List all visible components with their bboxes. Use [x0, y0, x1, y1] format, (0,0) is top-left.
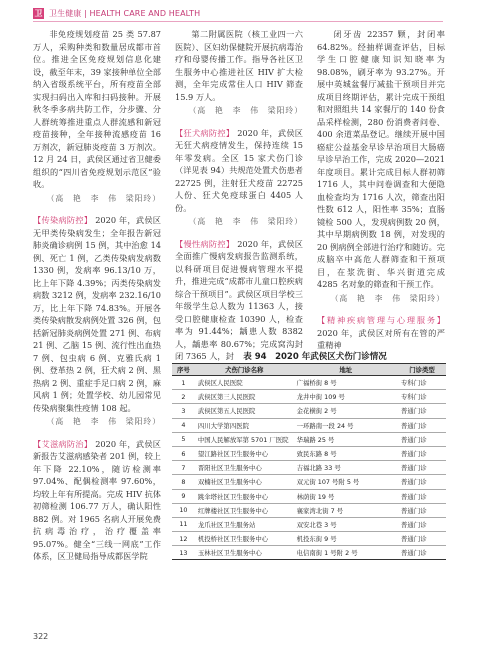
table-cell-type: 普通门诊: [398, 432, 446, 446]
paragraph: 闭牙齿 22357 颗，封闭率 64.82%。经抽样调查评估，目标学生口腔健康知识知晓率为 98.08%，刷牙率为 93.27%。开展中英城盆餐厅减盐干预项目并完成项目终期评估，累计完成干预组和对照组共 14 家餐厅的 140 份食品采样检测，280 份消费者问卷、400 余道菜品登记。继续开展中国癌症公益基金早诊早治项目大肠癌早诊早治工作，完成 2020—2021 年度项目。累计完成目标人群初筛 1716 人，其中问卷调查和大便隐血检查均为 1716 人次，筛查出阳性数 612 人，阳性率 35%；直肠镜检 500 人，发现病例数 20 例，其中早期病例数 18 例，对发现的 20 例病例全部进行治疗和随访。完成脑卒中高危人群筛查和干预项目，在浆洗街、华兴街道完成 4285 名对象的筛查和干预工作。: [317, 29, 445, 289]
table-title: 表 94 2020 年武侯区犬伤门诊情况: [243, 352, 387, 362]
table-cell-index: 5: [172, 432, 195, 446]
table-cell-name: 玉林社区卫生服务中心: [195, 546, 294, 560]
table-row: [172, 376, 446, 390]
table-cell-index: 12: [172, 532, 195, 546]
table-cell-address: 双元街 107 号附 5 号: [294, 475, 398, 489]
table-cell-type: 普通门诊: [398, 532, 446, 546]
column-header: 犬伤门诊名称: [195, 364, 294, 376]
table-cell-index: 13: [172, 546, 195, 560]
table-cell-name: 武侯区第三人民医院: [195, 390, 294, 404]
table-cell-name: 机投桥社区卫生服务中心: [195, 532, 294, 546]
paragraph-mental: [317, 314, 445, 352]
table-cell-index: 2: [172, 390, 195, 404]
column-2: [175, 28, 303, 363]
column-1: [33, 28, 161, 563]
table-cell-index: 3: [172, 404, 195, 418]
page-number: 322: [33, 632, 49, 641]
table-cell-type: 普通门诊: [398, 546, 446, 560]
table-cell-address: 双安北巷 3 号: [294, 517, 398, 531]
paragraph-text: 2020 年，武侯区对所有在管的严重精神: [317, 327, 445, 350]
table-row: [172, 418, 446, 432]
table-cell-address: 林荫街 19 号: [294, 489, 398, 503]
table-row: [172, 489, 446, 503]
table-cell-index: 7: [172, 461, 195, 475]
header-rule: [33, 21, 443, 22]
table-cell-type: 普通门诊: [398, 418, 446, 432]
section-tag: 【精神疾病管理与心理服务】: [317, 315, 445, 325]
table-cell-name: 武侯区人民医院: [195, 376, 294, 390]
table-row: [172, 503, 446, 517]
table-row: [172, 546, 446, 560]
table-cell-address: 金花横街 2 号: [294, 404, 398, 418]
table-cell-name: 四川大学第四医院: [195, 418, 294, 432]
author-line: （高 艳 李 伟 梁阳玲）: [330, 293, 445, 303]
table-cell-index: 9: [172, 489, 195, 503]
table-cell-type: 普通门诊: [398, 475, 446, 489]
table-cell-name: 跳伞塔社区卫生服务中心: [195, 489, 294, 503]
section-tag: 【传染病防控】: [33, 215, 93, 225]
table-row: [172, 446, 446, 460]
table-cell-type: 普通门诊: [398, 489, 446, 503]
table-cell-index: 11: [172, 517, 195, 531]
author-line: （高 艳 李 伟 梁阳玲）: [46, 193, 161, 203]
paragraph-rabies: [175, 127, 303, 215]
table-cell-address: 机投东街 9 号: [294, 532, 398, 546]
table-cell-index: 8: [172, 475, 195, 489]
table-row: [172, 404, 446, 418]
table-cell-name: 龙爪社区卫生服务站: [195, 517, 294, 531]
table-cell-address: 电信南街 1 号附 2 号: [294, 546, 398, 560]
paragraph-text: 2020 年，武侯区无甲类传染病发生；全年报告新冠肺炎确诊病例 15 例，其中治愈 14 例、死亡 1 例，乙类传染病发病数 1330 例，发病率 96.13/10 万，比上年下降 4.39%；丙类传染病发病数 3212 例，发病率 232.16/10 万，比上年下降 74.83%。开展各类传染病散发病例处置 326 例，包括新冠肺炎病例处置 271 例、布病 21 例、乙脑 15 例、流行性出血热 7 例、包虫病 6 例、克雅氏病 1 例、登革热 2 例，狂犬病 2 例、黑热病 2 例、重症手足口病 2 例，麻风病 1 例；处置学校、幼儿园常见传染病聚集性疫情 108 起。: [33, 215, 161, 413]
table-row: [172, 432, 446, 446]
table-cell-type: 普通门诊: [398, 446, 446, 460]
table-cell-type: 普通门诊: [398, 503, 446, 517]
table-cell-index: 4: [172, 418, 195, 432]
paragraph-chronic: [175, 238, 303, 363]
table-cell-type: 专科门诊: [398, 390, 446, 404]
column-header: 地址: [294, 364, 398, 376]
table-cell-index: 10: [172, 503, 195, 517]
table-cell-address: 华瑞路 25 号: [294, 432, 398, 446]
author-line: （高 艳 李 伟 梁阳玲）: [188, 106, 303, 115]
author-line: （高 艳 李 伟 梁阳玲）: [46, 417, 161, 426]
paragraph-text: 2020 年，武侯区新报告艾滋病感染者 201 例，较上年下降 22.10%，随访检测率 97.04%、配偶检测率 97.60%，均较上年有所提高。完成 HIV 抗体初筛检测 106.77 万人，确认阳性 882 例。对 1965 名病人开展免费抗病毒治疗，治疗覆盖率 95.07%。健全“三线一网底”工作体系，区卫健局指导成都医学院: [33, 438, 161, 561]
paragraph: 第二附属医院（核工业四一六医院）、区妇幼保健院开展抗病毒治疗和母婴传播工作。指导各社区卫生服务中心推进社区 HIV 扩大检测，全年完成常住人口 HIV 筛查 15.9 万人。: [175, 29, 303, 102]
table-cell-address: 襄家湾北街 7 号: [294, 503, 398, 517]
column-header: 序号: [172, 364, 195, 376]
section-tag: 【艾滋病防治】: [33, 438, 93, 449]
author-line: （高 艳 李 伟 梁阳玲）: [188, 217, 303, 226]
table-cell-name: 红牌楼社区卫生服务中心: [195, 503, 294, 517]
table-cell-name: 武侯区第五人民医院: [195, 404, 294, 418]
table-cell-address: 吉福北路 33 号: [294, 461, 398, 475]
table-row: [172, 517, 446, 531]
running-header: 卫生健康 | HEALTH CARE AND HEALTH: [49, 9, 201, 18]
table-row: [172, 475, 446, 489]
paragraph-infectious: [33, 214, 161, 414]
table-cell-name: 双楠社区卫生服务中心: [195, 475, 294, 489]
paragraph: 非免疫规划疫苗 25 类 57.87 万人，采购种类和数量居成都市首位。推进全区免疫规划信息化建设，截至年末，39 家接种单位全部纳入省级系统平台，所有疫苗全部实现扫码出入库和扫码接种。开展秋冬季多病共防工作，分步骤、分人群统筹推进重点人群流感和新冠疫苗接种，全年接种流感疫苗 16 万剂次，新冠肺炎疫苗 3 万剂次。12 月 24 日，武侯区通过省卫健委组织的“四川省免疫规划示范区”验收。: [33, 29, 161, 189]
table-row: [172, 532, 446, 546]
section-logo-icon: 卫: [34, 9, 43, 18]
column-3: [317, 28, 445, 352]
table-cell-type: 普通门诊: [398, 404, 446, 418]
table-body: [172, 376, 446, 560]
table-cell-address: 广福桥街 8 号: [294, 376, 398, 390]
table-cell-name: 望江路社区卫生服务中心: [195, 446, 294, 460]
table-cell-address: 一环路南一段 24 号: [294, 418, 398, 432]
table-row: [172, 461, 446, 475]
rabies-clinic-table: [172, 363, 446, 560]
table-cell-type: 专科门诊: [398, 376, 446, 390]
section-tag: 【慢性病防控】: [175, 238, 235, 249]
paragraph-text: 2020 年，武侯区无狂犬病疫情发生，保持连续 15 年零发病。全区 15 家犬伤门诊（详见表 94）共规范处置犬伤患者 22725 例，注射狂犬疫苗 22725 人份、狂犬免疫球蛋白 4405 人份。: [175, 127, 303, 213]
table-cell-address: 龙井中街 109 号: [294, 390, 398, 404]
paragraph-aids: [33, 438, 161, 563]
table-row: [172, 390, 446, 404]
table-cell-address: 致民东路 8 号: [294, 446, 398, 460]
paragraph-text: 2020 年，武侯区全面推广慢病发病报告监测系统，以科研项目促进慢病管理水平提升，推进完成“成都市儿童口腔疾病综合干预项目”。武侯区项目学校三年级学生总人数为 11363 人，接受口腔健康检查 10390 人，检查率为 91.44%；龋患人数 8382 人，龋患率 80.67%；完成窝沟封闭 7365 人，封: [175, 238, 303, 361]
column-header: 门诊类型: [398, 364, 446, 376]
table-cell-name: 晋阳社区卫生服务中心: [195, 461, 294, 475]
table-cell-type: 普通门诊: [398, 517, 446, 531]
table-cell-type: 普通门诊: [398, 461, 446, 475]
section-tag: 【狂犬病防控】: [175, 127, 235, 138]
table-cell-index: 1: [172, 376, 195, 390]
table-header-row: [172, 364, 446, 376]
table-cell-name: 中国人民解放军第 5701 厂医院: [195, 432, 294, 446]
table-cell-index: 6: [172, 446, 195, 460]
